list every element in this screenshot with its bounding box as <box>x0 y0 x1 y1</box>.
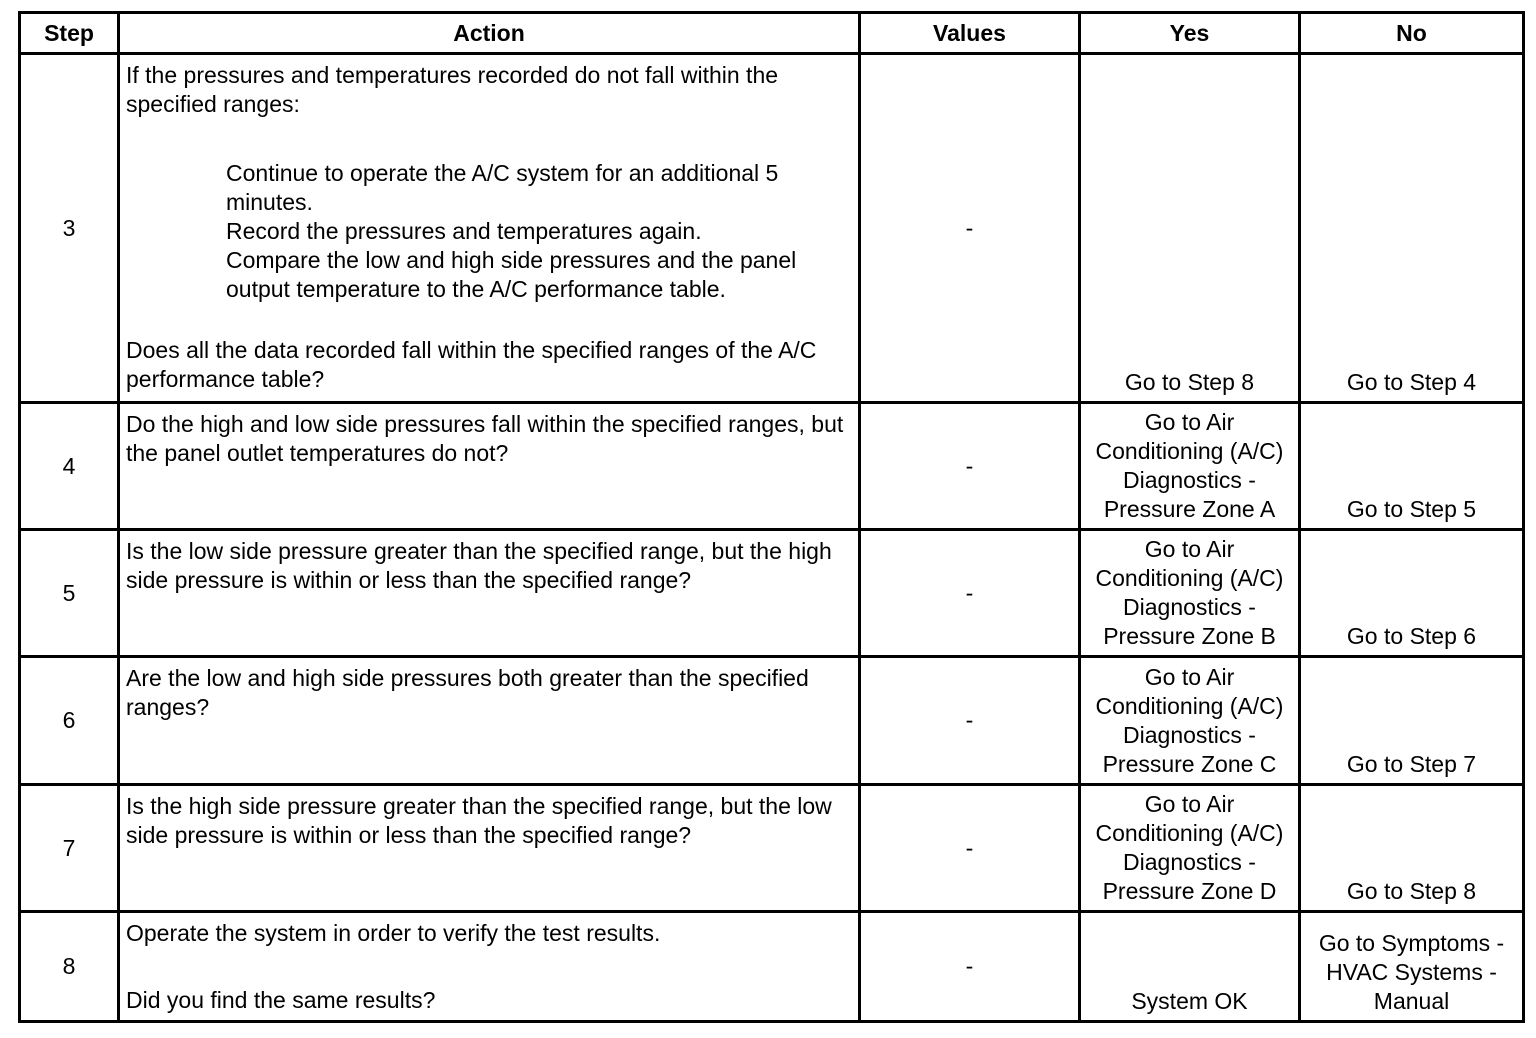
action-question: Are the low and high side pressures both greater than the specified ranges? <box>126 665 809 720</box>
table-row <box>20 785 1524 912</box>
yes-cell: Go to Air Conditioning (A/C) Diagnostics - Pressure Zone B <box>1080 530 1300 657</box>
action-question: Is the low side pressure greater than the specified range, but the high side pressure is within or less than the specified range? <box>126 538 832 593</box>
action-substep: Record the pressures and temperatures again. <box>226 218 702 244</box>
yes-cell: Go to Step 8 <box>1080 54 1300 403</box>
header-action: Action <box>119 13 860 54</box>
step-number: 8 <box>20 912 119 1022</box>
action-question: Do the high and low side pressures fall within the specified ranges, but the panel outlet temperatures do not? <box>126 411 844 466</box>
header-values: Values <box>860 13 1080 54</box>
action-cell <box>119 657 860 785</box>
table-row <box>20 657 1524 785</box>
action-cell <box>119 785 860 912</box>
yes-cell: Go to Air Conditioning (A/C) Diagnostics - Pressure Zone C <box>1080 657 1300 785</box>
step-number: 6 <box>20 657 119 785</box>
table-row <box>20 54 1524 403</box>
header-row <box>20 13 1524 54</box>
values-cell: - <box>860 54 1080 403</box>
step-number: 3 <box>20 54 119 403</box>
no-cell: Go to Step 5 <box>1300 403 1524 530</box>
action-cell <box>119 530 860 657</box>
table-row <box>20 530 1524 657</box>
diagnostic-table <box>18 11 1525 1023</box>
action-substep: Continue to operate the A/C system for an additional 5 minutes. <box>226 160 779 215</box>
action-cell <box>119 54 860 403</box>
action-question: Is the high side pressure greater than the specified range, but the low side pressure is within or less than the specified range? <box>126 793 832 848</box>
values-cell: - <box>860 657 1080 785</box>
no-cell: Go to Symptoms - HVAC Systems - Manual <box>1300 912 1524 1022</box>
values-cell: - <box>860 785 1080 912</box>
yes-cell: System OK <box>1080 912 1300 1022</box>
no-cell: Go to Step 7 <box>1300 657 1524 785</box>
yes-cell: Go to Air Conditioning (A/C) Diagnostics - Pressure Zone A <box>1080 403 1300 530</box>
action-question: Does all the data recorded fall within the specified ranges of the A/C performance table? <box>126 337 817 392</box>
action-cell <box>119 403 860 530</box>
values-cell: - <box>860 403 1080 530</box>
action-question: Did you find the same results? <box>126 987 436 1013</box>
yes-cell: Go to Air Conditioning (A/C) Diagnostics - Pressure Zone D <box>1080 785 1300 912</box>
header-step: Step <box>20 13 119 54</box>
action-cell <box>119 912 860 1022</box>
step-number: 4 <box>20 403 119 530</box>
table-row <box>20 403 1524 530</box>
header-no: No <box>1300 13 1524 54</box>
step-number: 5 <box>20 530 119 657</box>
step-number: 7 <box>20 785 119 912</box>
values-cell: - <box>860 912 1080 1022</box>
no-cell: Go to Step 4 <box>1300 54 1524 403</box>
action-substep: Compare the low and high side pressures and the panel output temperature to the A/C performance table. <box>226 247 797 302</box>
no-cell: Go to Step 6 <box>1300 530 1524 657</box>
values-cell: - <box>860 530 1080 657</box>
table-row <box>20 912 1524 1022</box>
no-cell: Go to Step 8 <box>1300 785 1524 912</box>
action-intro: If the pressures and temperatures recorded do not fall within the specified ranges: <box>126 62 779 117</box>
header-yes: Yes <box>1080 13 1300 54</box>
action-intro: Operate the system in order to verify the test results. <box>126 920 661 946</box>
